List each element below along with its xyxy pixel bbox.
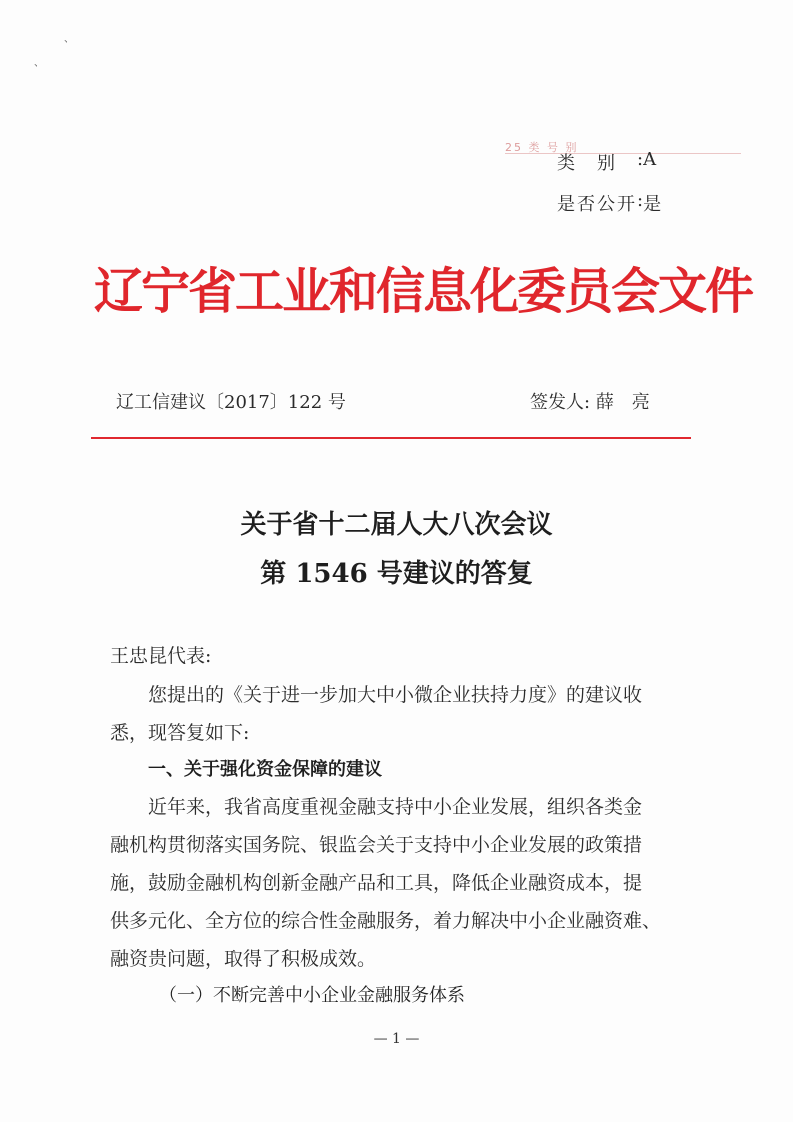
paragraph-2-line-3: 施，鼓励金融机构创新金融产品和工具，降低企业融资成本，提 (110, 872, 643, 894)
signer (530, 388, 650, 414)
public-label: 是否公开 (557, 194, 637, 215)
category-value: A (643, 149, 657, 170)
paragraph-2-line-1: 近年来，我省高度重视金融支持中小企业发展，组织各类金 (148, 796, 643, 818)
public-row (557, 190, 661, 216)
received-stamp: 25 类 号 别 (505, 139, 741, 154)
paragraph-1-line-1: 您提出的《关于进一步加大中小微企业扶持力度》的建议收 (148, 684, 643, 706)
page-number: — 1 — (373, 1031, 420, 1047)
paragraph-1-line-2: 悉，现答复如下: (110, 722, 250, 744)
category-label: 类别 (557, 153, 637, 174)
section-heading-1: 一、关于强化资金保障的建议 (148, 759, 382, 780)
document-number: 辽工信建议〔2017〕122 号 (116, 392, 346, 413)
public-value: 是 (643, 194, 662, 215)
paragraph-2-line-2: 融机构贯彻落实国务院、银监会关于支持中小企业发展的政策措 (110, 834, 643, 856)
category-row (557, 149, 656, 175)
red-divider (91, 437, 691, 439)
scan-speck: 、 (34, 58, 44, 69)
title-line-2: 第 1546 号建议的答复 (260, 559, 533, 589)
issuer-heading: 辽宁省工业和信息化委员会文件 (94, 263, 753, 320)
category-separator: : (637, 149, 644, 170)
paragraph-2-line-4: 供多元化、全方位的综合性金融服务，着力解决中小企业融资难、 (110, 910, 662, 932)
public-separator: : (637, 190, 644, 211)
scan-speck: 、 (64, 34, 74, 45)
signer-label: 签发人: (530, 392, 591, 413)
signer-name: 薛 亮 (595, 392, 650, 413)
paragraph-2-line-5: 融资贵问题，取得了积极成效。 (110, 948, 377, 970)
salutation: 王忠昆代表: (110, 645, 212, 667)
title-line-1: 关于省十二届人大八次会议 (240, 510, 553, 540)
subsection-heading-1: （一）不断完善中小企业金融服务体系 (159, 985, 465, 1006)
